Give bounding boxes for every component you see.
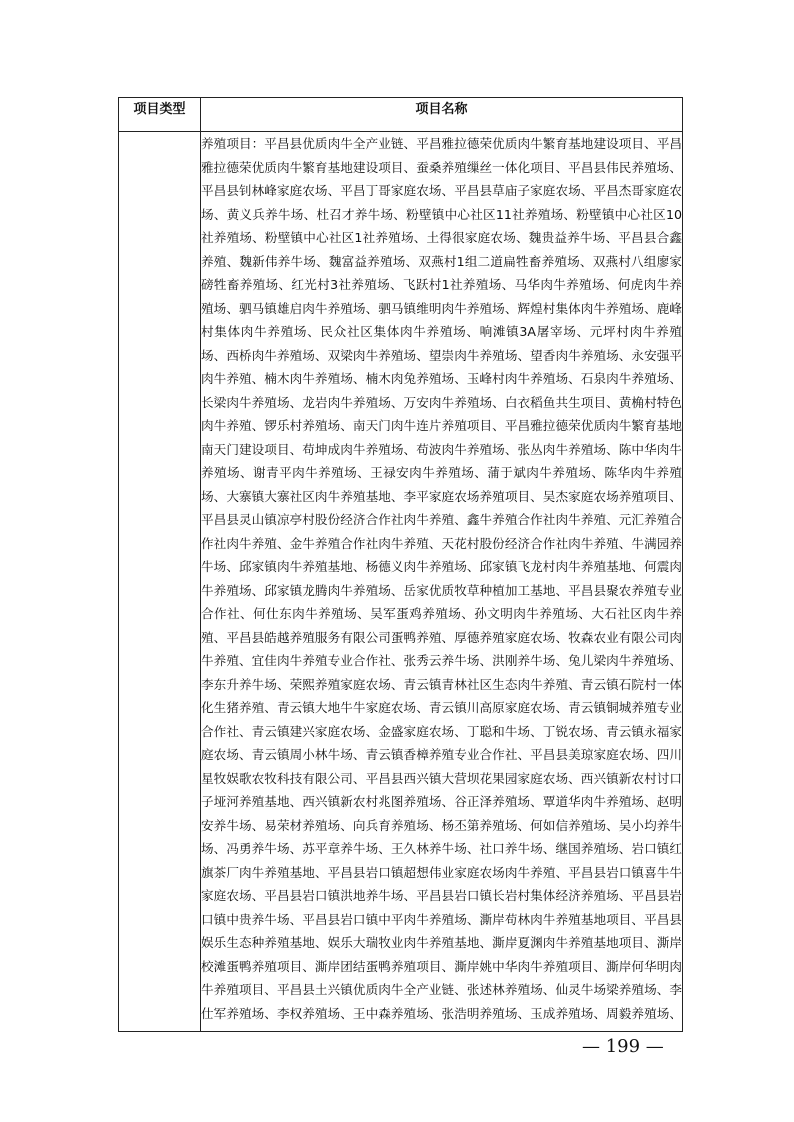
- project-table: [118, 97, 683, 1032]
- project-name-text: 养殖项目：平昌县优质肉牛全产业链、平昌雅拉德荣优质肉牛繁育基地建设项目、平昌雅拉德荣优质肉牛繁育基地建设项目、蚕桑养殖缫丝一体化项目、平昌县伟民养殖场、平昌县钊林峰家庭农场、平昌丁哥家庭农场、平昌县草庙子家庭农场、平昌杰哥家庭农场、黄义兵养牛场、杜召才养牛场、粉壁镇中心社区11社养殖场、粉壁镇中心社区10社养殖场、粉壁镇中心社区1社养殖场、土得很家庭农场、魏贵益养牛场、平昌县合鑫养殖、魏新伟养牛场、魏富益养殖场、双燕村1组二道扁牲畜养殖场、双燕村八组廖家磅牲畜养殖场、红光村3社养殖场、飞跃村1社养殖场、马华肉牛养殖场、何虎肉牛养殖场、驷马镇雄启肉牛养殖场、驷马镇维明肉牛养殖场、辉煌村集体肉牛养殖场、鹿峰村集体肉牛养殖场、民众社区集体肉牛养殖场、响滩镇3A屠宰场、元坪村肉牛养殖场、西桥肉牛养殖场、双梁肉牛养殖场、望崇肉牛养殖场、望香肉牛养殖场、永安强平肉牛养殖、楠木肉牛养殖场、楠木肉兔养殖场、玉峰村肉牛养殖场、石泉肉牛养殖场、长梁肉牛养殖场、龙岩肉牛养殖场、万安肉牛养殖场、白衣稻鱼共生项目、黄桷村特色肉牛养殖、锣乐村养殖场、南天门肉牛连片养殖项目、平昌雅拉德荣优质肉牛繁育基地南天门建设项目、苟坤成肉牛养殖场、苟波肉牛养殖场、张丛肉牛养殖场、陈中华肉牛养殖场、谢青平肉牛养殖场、王禄安肉牛养殖场、蒲于斌肉牛养殖场、陈华肉牛养殖场、大寨镇大寨社区肉牛养殖基地、李平家庭农场养殖项目、吴杰家庭农场养殖项目、平昌县灵山镇凉亭村股份经济合作社肉牛养殖、鑫牛养殖合作社肉牛养殖、元汇养殖合作社肉牛养殖、金牛养殖合作社肉牛养殖、天花村股份经济合作社肉牛养殖、牛满园养牛场、邱家镇肉牛养殖基地、杨德义肉牛养殖场、邱家镇飞龙村肉牛养殖基地、何震肉牛养殖场、邱家镇龙腾肉牛养殖场、岳家优质牧草种植加工基地、平昌县聚农养殖专业合作社、何仕东肉牛养殖场、吴军蛋鸡养殖场、孙文明肉牛养殖场、大石社区肉牛养殖、平昌县皓越养殖服务有限公司蛋鸭养殖、厚德养殖家庭农场、牧森农业有限公司肉牛养殖、宜佳肉牛养殖专业合作社、张秀云养牛场、洪刚养牛场、兔儿梁肉牛养殖场、李东升养牛场、荣熙养殖家庭农场、青云镇青林社区生态肉牛养殖、青云镇石院村一体化生猪养殖、青云镇大地牛牛家庭农场、青云镇川高原家庭农场、青云镇铜城养殖专业合作社、青云镇建兴家庭农场、金盛家庭农场、丁聪和牛场、丁锐农场、青云镇永福家庭农场、青云镇周小林牛场、青云镇香樟养殖专业合作社、平昌县美琼家庭农场、四川星牧娱歌农牧科技有限公司、平昌县西兴镇大营坝花果园家庭农场、西兴镇新农村讨口子垭河养殖基地、西兴镇新农村兆图养殖场、谷正泽养殖场、覃道华肉牛养殖场、赵明安养牛场、易荣材养殖场、向兵育养殖场、杨丕第养殖场、何如信养殖场、吴小均养牛场、冯勇养牛场、苏平章养牛场、王久林养牛场、社口养牛场、继国养殖场、岩口镇红旗茶厂肉牛养殖基地、平昌县岩口镇超想伟业家庭农场肉牛养殖、平昌县岩口镇喜牛牛家庭农场、平昌县岩口镇洪地养牛场、平昌县岩口镇长岩村集体经济养殖场、平昌县岩口镇中贵养牛场、平昌县岩口镇中平肉牛养殖场、澌岸苟林肉牛养殖基地项目、平昌县娱乐生态种养殖基地、娱乐大瑞牧业肉牛养殖基地、澌岸夏渊肉牛养殖基地项目、澌岸校滩蛋鸭养殖项目、澌岸团结蛋鸭养殖项目、澌岸姚中华肉牛养殖项目、澌岸何华明肉牛养殖项目、平昌县土兴镇优质肉牛全产业链、张述林养殖场、仙灵牛场梁养殖场、李仕军养殖场、李权养殖场、王中森养殖场、张浩明养殖场、玉成养殖场、周毅养殖场、: [201, 136, 682, 1021]
- header-project-type: 项目类型: [119, 98, 201, 132]
- table-row: [119, 132, 683, 1032]
- project-type-cell: [119, 132, 201, 1032]
- project-name-cell: [201, 132, 683, 1032]
- header-project-name: 项目名称: [201, 98, 683, 132]
- table-header-row: [119, 98, 683, 132]
- page-number: — 199 —: [582, 1036, 664, 1057]
